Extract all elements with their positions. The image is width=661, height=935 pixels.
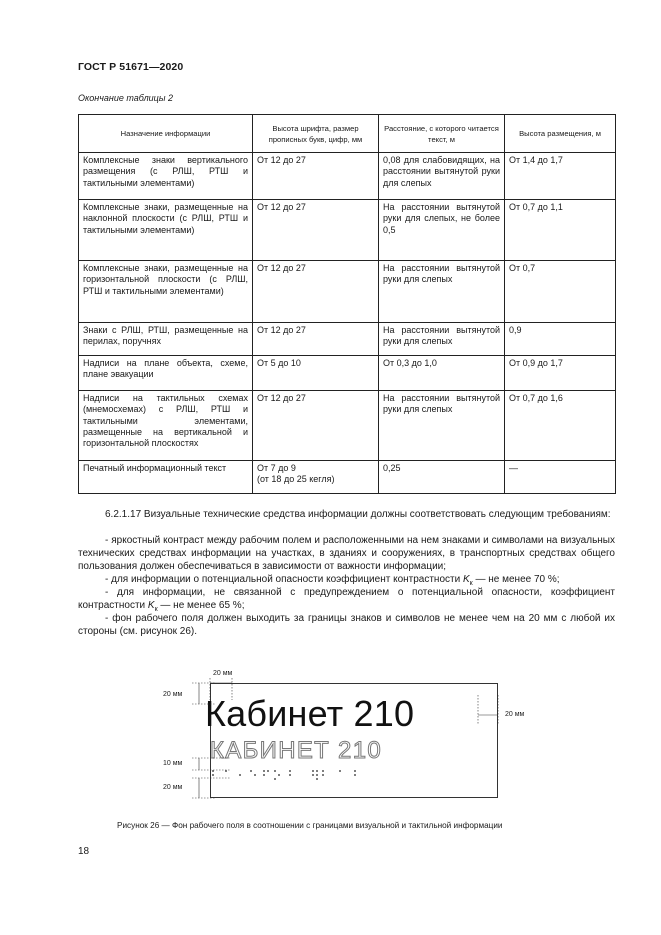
sign-tactile-text: КАБИНЕТ 210 — [210, 737, 382, 764]
dimension-label-left-bottom: 20 мм — [163, 784, 183, 791]
column-header: Расстояние, с которого читается текст, м — [379, 115, 505, 153]
table-cell: Надписи на плане объекта, схеме, плане эвакуации — [79, 356, 253, 391]
table-cell: Комплексные знаки, размещенные на горизонтальной плоскости (с РЛШ, РТШ и тактильными элементами) — [79, 261, 253, 323]
table-cell: Печатный информационный текст — [79, 461, 253, 494]
dimension-label-right: 20 мм — [505, 711, 525, 718]
dimension-label-top: 20 мм — [213, 670, 233, 677]
contrast-coefficient-subscript: к — [154, 605, 158, 613]
dimension-label-left-middle: 10 мм — [163, 760, 183, 767]
figure-caption: Рисунок 26 — Фон рабочего поля в соотношении с границами визуальной и тактильной информации — [117, 821, 503, 830]
paragraph: 6.2.1.17 Визуальные технические средства информации должны соответствовать следующим требованиям: — [105, 509, 611, 520]
text-run: - для информации, не связанной с предупреждением о потенциальной опасности, коэффициент контрастности — [78, 587, 615, 611]
table-cell: От 12 до 27 — [253, 323, 379, 356]
column-header: Назначение информации — [79, 115, 253, 153]
text-run: - для информации о потенциальной опасности коэффициент контрастности — [105, 574, 463, 585]
document-header: ГОСТ Р 51671—2020 — [78, 61, 184, 73]
sign-visual-text: Кабинет 210 — [205, 693, 415, 734]
table-cell: На расстоянии вытянутой руки для слепых — [379, 323, 505, 356]
text-run: — не менее 70 %; — [472, 574, 560, 585]
table-cell: Комплексные знаки вертикального размещения (с РЛШ, РТШ и тактильными элементами) — [79, 153, 253, 200]
braille-dots — [212, 770, 356, 780]
table-cell: От 1,4 до 1,7 — [505, 153, 616, 200]
table-cell: От 7 до 9 (от 18 до 25 кегля) — [253, 461, 379, 494]
contrast-coefficient-subscript: к — [469, 580, 473, 587]
table-cell: От 0,3 до 1,0 — [379, 356, 505, 391]
table-cell: От 0,7 до 1,1 — [505, 200, 616, 261]
table-cell: — — [505, 461, 616, 494]
table-cell: 0,25 — [379, 461, 505, 494]
text-run: — не менее 65 %; — [157, 599, 245, 611]
table-cell: От 12 до 27 — [253, 391, 379, 461]
table-cell: От 5 до 10 — [253, 356, 379, 391]
table-cell: 0,08 для слабовидящих, на расстоянии вытянутой руки для слепых — [379, 153, 505, 200]
table-cell: От 12 до 27 — [253, 200, 379, 261]
contrast-coefficient-symbol: K — [147, 599, 155, 611]
table-cell: От 12 до 27 — [253, 153, 379, 200]
table-cell: От 0,9 до 1,7 — [505, 356, 616, 391]
column-header: Высота шрифта, размер прописных букв, цифр, мм — [253, 115, 379, 153]
table-caption: Окончание таблицы 2 — [78, 93, 173, 103]
table-cell: От 0,7 до 1,6 — [505, 391, 616, 461]
paragraph: - яркостный контраст между рабочим полем и расположенными на нем знаками и символами на визуальных технических средствах информации на участках, в зданиях и сооружениях, в транспортных средствах общего пользования должен обеспечиваться в зависимости от важности информации; — [78, 535, 615, 572]
table-cell: На расстоянии вытянутой руки для слепых — [379, 391, 505, 461]
table-cell: От 12 до 27 — [253, 261, 379, 323]
table-cell: Комплексные знаки, размещенные на наклонной плоскости (с РЛШ, РТШ и тактильными элементами) — [79, 200, 253, 261]
table-cell: От 0,7 — [505, 261, 616, 323]
page-number: 18 — [78, 846, 90, 857]
table-cell: Знаки с РЛШ, РТШ, размещенные на перилах, поручнях — [79, 323, 253, 356]
contrast-coefficient-symbol: K — [462, 574, 470, 585]
dimension-label-left-top: 20 мм — [163, 691, 183, 698]
table-cell: 0,9 — [505, 323, 616, 356]
table-cell: Надписи на тактильных схемах (мнемосхемах) с РЛШ, РТШ и тактильными элементами, размещенные на вертикальной и горизонтальной плоскостях — [79, 391, 253, 461]
table-cell: На расстоянии вытянутой руки для слепых — [379, 261, 505, 323]
table-cell: На расстоянии вытянутой руки для слепых, не более 0,5 — [379, 200, 505, 261]
column-header: Высота размещения, м — [505, 115, 616, 153]
paragraph: - фон рабочего поля должен выходить за границы знаков и символов не менее чем на 20 мм с любой их стороны (см. рисунок 26). — [78, 613, 615, 637]
